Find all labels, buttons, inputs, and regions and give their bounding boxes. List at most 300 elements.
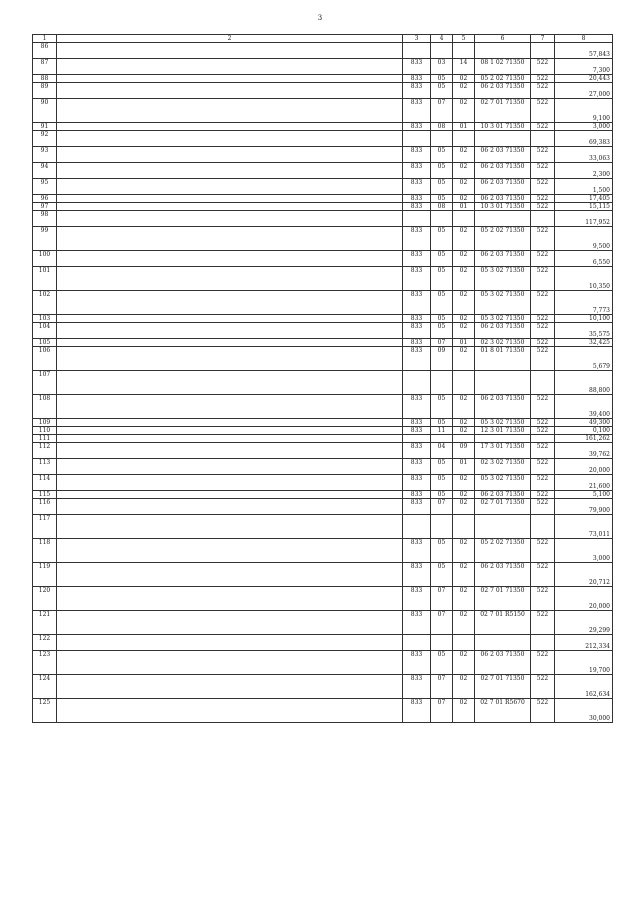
row-description xyxy=(57,179,403,195)
row-number: 96 xyxy=(33,195,57,203)
row-code-ministry xyxy=(403,131,431,147)
row-description xyxy=(57,563,403,587)
row-code-target: 06 2 03 71350 xyxy=(475,195,531,203)
row-code-section: 05 xyxy=(431,195,453,203)
row-code-type: 522 xyxy=(531,499,555,515)
row-code-target: 06 2 03 71350 xyxy=(475,147,531,163)
row-code-section: 07 xyxy=(431,587,453,611)
row-code-target: 02 7 01 71350 xyxy=(475,587,531,611)
row-code-subsection xyxy=(453,635,475,651)
row-description xyxy=(57,291,403,315)
row-amount: 57,843 xyxy=(555,43,613,59)
row-amount: 117,952 xyxy=(555,211,613,227)
row-description xyxy=(57,195,403,203)
row-number: 103 xyxy=(33,315,57,323)
row-amount: 20,000 xyxy=(555,587,613,611)
row-number: 106 xyxy=(33,347,57,371)
row-description xyxy=(57,339,403,347)
row-code-subsection xyxy=(453,371,475,395)
row-code-ministry: 833 xyxy=(403,147,431,163)
row-code-subsection xyxy=(453,435,475,443)
row-code-ministry: 833 xyxy=(403,267,431,291)
row-code-type: 522 xyxy=(531,443,555,459)
row-description xyxy=(57,651,403,675)
row-code-target: 06 2 03 71350 xyxy=(475,163,531,179)
row-code-subsection: 02 xyxy=(453,475,475,491)
row-code-target xyxy=(475,515,531,539)
row-amount: 79,900 xyxy=(555,499,613,515)
row-amount: 10,350 xyxy=(555,267,613,291)
row-amount: 29,299 xyxy=(555,611,613,635)
row-amount: 49,300 xyxy=(555,419,613,427)
row-code-section: 05 xyxy=(431,491,453,499)
row-amount: 1,500 xyxy=(555,179,613,195)
row-description xyxy=(57,315,403,323)
row-amount: 39,400 xyxy=(555,395,613,419)
row-amount: 19,700 xyxy=(555,651,613,675)
row-number: 107 xyxy=(33,371,57,395)
row-code-subsection: 14 xyxy=(453,59,475,75)
row-code-type: 522 xyxy=(531,587,555,611)
row-code-subsection xyxy=(453,211,475,227)
row-code-subsection: 02 xyxy=(453,675,475,699)
table-row xyxy=(33,43,613,59)
row-description xyxy=(57,443,403,459)
col-header: 6 xyxy=(475,35,531,43)
row-amount: 3,000 xyxy=(555,123,613,131)
table-row xyxy=(33,419,613,427)
row-code-ministry: 833 xyxy=(403,179,431,195)
row-amount: 3,000 xyxy=(555,539,613,563)
row-code-subsection: 02 xyxy=(453,267,475,291)
row-amount: 162,634 xyxy=(555,675,613,699)
row-code-target: 10 3 01 71350 xyxy=(475,123,531,131)
row-code-ministry: 833 xyxy=(403,339,431,347)
row-code-subsection: 02 xyxy=(453,491,475,499)
table-row xyxy=(33,195,613,203)
row-code-subsection xyxy=(453,131,475,147)
row-number: 89 xyxy=(33,83,57,99)
row-code-target: 02 3 02 71350 xyxy=(475,339,531,347)
row-code-section: 05 xyxy=(431,147,453,163)
row-code-ministry: 833 xyxy=(403,499,431,515)
row-code-subsection: 02 xyxy=(453,147,475,163)
row-code-section: 05 xyxy=(431,563,453,587)
row-code-section: 05 xyxy=(431,459,453,475)
row-number: 94 xyxy=(33,163,57,179)
row-code-subsection: 02 xyxy=(453,195,475,203)
row-code-ministry: 833 xyxy=(403,475,431,491)
row-amount: 30,000 xyxy=(555,699,613,723)
row-code-target: 10 3 01 71350 xyxy=(475,203,531,211)
row-description xyxy=(57,635,403,651)
row-description xyxy=(57,699,403,723)
row-code-type: 522 xyxy=(531,699,555,723)
row-number: 121 xyxy=(33,611,57,635)
row-code-section: 07 xyxy=(431,675,453,699)
row-amount: 9,500 xyxy=(555,227,613,251)
table-row xyxy=(33,211,613,227)
row-code-type xyxy=(531,435,555,443)
row-description xyxy=(57,131,403,147)
row-code-type: 522 xyxy=(531,459,555,475)
table-row xyxy=(33,539,613,563)
row-description xyxy=(57,123,403,131)
row-code-subsection: 02 xyxy=(453,587,475,611)
row-code-type: 522 xyxy=(531,179,555,195)
table-row xyxy=(33,315,613,323)
table-row xyxy=(33,675,613,699)
row-code-ministry xyxy=(403,211,431,227)
row-code-type: 522 xyxy=(531,419,555,427)
row-code-type xyxy=(531,211,555,227)
row-number: 125 xyxy=(33,699,57,723)
row-code-section: 05 xyxy=(431,227,453,251)
row-code-subsection: 02 xyxy=(453,699,475,723)
row-number: 93 xyxy=(33,147,57,163)
row-amount: 9,100 xyxy=(555,99,613,123)
row-amount: 69,383 xyxy=(555,131,613,147)
table-row xyxy=(33,291,613,315)
row-code-ministry: 833 xyxy=(403,427,431,435)
row-code-section: 05 xyxy=(431,315,453,323)
row-code-ministry: 833 xyxy=(403,539,431,563)
row-code-ministry: 833 xyxy=(403,59,431,75)
row-amount: 7,773 xyxy=(555,291,613,315)
row-code-type: 522 xyxy=(531,539,555,563)
row-code-ministry: 833 xyxy=(403,75,431,83)
table-row xyxy=(33,147,613,163)
row-description xyxy=(57,59,403,75)
row-code-section: 05 xyxy=(431,291,453,315)
row-number: 87 xyxy=(33,59,57,75)
row-amount: 212,334 xyxy=(555,635,613,651)
row-code-type: 522 xyxy=(531,75,555,83)
row-code-ministry: 833 xyxy=(403,227,431,251)
row-amount: 73,011 xyxy=(555,515,613,539)
row-code-target: 02 3 02 71350 xyxy=(475,459,531,475)
row-code-target: 05 3 02 71350 xyxy=(475,419,531,427)
row-code-subsection: 02 xyxy=(453,75,475,83)
row-code-type: 522 xyxy=(531,315,555,323)
row-number: 108 xyxy=(33,395,57,419)
row-number: 86 xyxy=(33,43,57,59)
row-code-ministry: 833 xyxy=(403,395,431,419)
table-row xyxy=(33,459,613,475)
row-code-subsection: 02 xyxy=(453,563,475,587)
row-code-target xyxy=(475,131,531,147)
row-code-target: 06 2 03 71350 xyxy=(475,251,531,267)
col-header: 5 xyxy=(453,35,475,43)
col-header: 2 xyxy=(57,35,403,43)
row-number: 100 xyxy=(33,251,57,267)
row-code-ministry: 833 xyxy=(403,203,431,211)
row-code-section: 05 xyxy=(431,267,453,291)
page-number: 3 xyxy=(317,14,323,22)
row-number: 105 xyxy=(33,339,57,347)
table-row xyxy=(33,179,613,195)
row-description xyxy=(57,147,403,163)
table-row xyxy=(33,611,613,635)
row-amount: 17,405 xyxy=(555,195,613,203)
row-code-section xyxy=(431,635,453,651)
row-code-target xyxy=(475,43,531,59)
row-code-target: 06 2 03 71350 xyxy=(475,651,531,675)
row-code-section: 05 xyxy=(431,323,453,339)
row-amount: 20,443 xyxy=(555,75,613,83)
row-number: 101 xyxy=(33,267,57,291)
row-code-target xyxy=(475,635,531,651)
row-amount: 20,712 xyxy=(555,563,613,587)
row-code-section: 05 xyxy=(431,179,453,195)
table-row xyxy=(33,427,613,435)
row-code-type: 522 xyxy=(531,163,555,179)
table-row xyxy=(33,371,613,395)
row-code-type: 522 xyxy=(531,339,555,347)
row-code-type: 522 xyxy=(531,291,555,315)
table-row xyxy=(33,563,613,587)
row-code-section: 07 xyxy=(431,99,453,123)
table-row xyxy=(33,635,613,651)
row-number: 97 xyxy=(33,203,57,211)
row-number: 115 xyxy=(33,491,57,499)
row-code-target: 02 7 01 71350 xyxy=(475,675,531,699)
row-code-target: 12 3 01 71350 xyxy=(475,427,531,435)
row-amount: 21,600 xyxy=(555,475,613,491)
row-description xyxy=(57,99,403,123)
row-code-type: 522 xyxy=(531,251,555,267)
row-code-subsection: 09 xyxy=(453,443,475,459)
row-code-ministry: 833 xyxy=(403,651,431,675)
row-code-target: 05 2 02 71350 xyxy=(475,539,531,563)
row-code-subsection: 02 xyxy=(453,163,475,179)
row-code-section xyxy=(431,371,453,395)
row-code-target: 02 7 01 71350 xyxy=(475,99,531,123)
row-description xyxy=(57,675,403,699)
row-code-subsection: 01 xyxy=(453,459,475,475)
row-code-ministry xyxy=(403,371,431,395)
row-code-target: 05 3 02 71350 xyxy=(475,291,531,315)
row-number: 119 xyxy=(33,563,57,587)
row-code-type: 522 xyxy=(531,147,555,163)
table-row xyxy=(33,323,613,339)
row-amount: 5,679 xyxy=(555,347,613,371)
row-code-ministry: 833 xyxy=(403,459,431,475)
row-code-section: 08 xyxy=(431,123,453,131)
row-description xyxy=(57,323,403,339)
row-code-ministry: 833 xyxy=(403,163,431,179)
row-number: 111 xyxy=(33,435,57,443)
row-description xyxy=(57,611,403,635)
row-number: 110 xyxy=(33,427,57,435)
table-row xyxy=(33,227,613,251)
row-code-type: 522 xyxy=(531,267,555,291)
row-code-subsection: 02 xyxy=(453,395,475,419)
row-amount: 32,425 xyxy=(555,339,613,347)
col-header: 3 xyxy=(403,35,431,43)
row-code-target: 06 2 03 71350 xyxy=(475,395,531,419)
row-code-subsection: 02 xyxy=(453,251,475,267)
row-code-ministry: 833 xyxy=(403,251,431,267)
row-number: 122 xyxy=(33,635,57,651)
row-code-subsection: 02 xyxy=(453,179,475,195)
row-description xyxy=(57,83,403,99)
row-description xyxy=(57,499,403,515)
row-code-ministry: 833 xyxy=(403,195,431,203)
row-code-target: 06 2 03 71350 xyxy=(475,323,531,339)
row-code-target: 02 7 01 71350 xyxy=(475,499,531,515)
row-code-target: 05 3 02 71350 xyxy=(475,475,531,491)
row-code-section: 07 xyxy=(431,699,453,723)
table-row xyxy=(33,443,613,459)
row-code-ministry: 833 xyxy=(403,419,431,427)
row-code-target: 06 2 03 71350 xyxy=(475,563,531,587)
row-code-section: 07 xyxy=(431,499,453,515)
col-header: 1 xyxy=(33,35,57,43)
table-row xyxy=(33,75,613,83)
row-code-ministry: 833 xyxy=(403,123,431,131)
row-code-subsection: 02 xyxy=(453,539,475,563)
row-number: 113 xyxy=(33,459,57,475)
row-number: 117 xyxy=(33,515,57,539)
row-description xyxy=(57,371,403,395)
row-amount: 39,762 xyxy=(555,443,613,459)
row-code-target: 02 7 01 R5670 xyxy=(475,699,531,723)
row-code-section: 05 xyxy=(431,395,453,419)
row-code-target: 02 7 01 R5150 xyxy=(475,611,531,635)
row-code-type: 522 xyxy=(531,203,555,211)
table-row xyxy=(33,491,613,499)
table-row xyxy=(33,499,613,515)
row-code-type xyxy=(531,131,555,147)
row-code-ministry: 833 xyxy=(403,443,431,459)
row-description xyxy=(57,251,403,267)
row-amount: 161,262 xyxy=(555,435,613,443)
row-code-ministry xyxy=(403,635,431,651)
table-row xyxy=(33,475,613,491)
row-number: 90 xyxy=(33,99,57,123)
row-code-subsection: 02 xyxy=(453,611,475,635)
row-code-target xyxy=(475,371,531,395)
row-number: 120 xyxy=(33,587,57,611)
row-code-subsection: 02 xyxy=(453,227,475,251)
col-header: 8 xyxy=(555,35,613,43)
col-header: 4 xyxy=(431,35,453,43)
row-code-target: 05 2 02 71350 xyxy=(475,75,531,83)
row-code-ministry: 833 xyxy=(403,611,431,635)
row-number: 116 xyxy=(33,499,57,515)
row-code-type: 522 xyxy=(531,475,555,491)
row-code-subsection: 02 xyxy=(453,99,475,123)
row-amount: 33,063 xyxy=(555,147,613,163)
table-row xyxy=(33,251,613,267)
table-row xyxy=(33,699,613,723)
row-code-type: 522 xyxy=(531,347,555,371)
row-description xyxy=(57,475,403,491)
row-code-type xyxy=(531,635,555,651)
row-code-section: 07 xyxy=(431,339,453,347)
table-row xyxy=(33,587,613,611)
row-code-subsection: 02 xyxy=(453,651,475,675)
row-description xyxy=(57,539,403,563)
row-code-section: 05 xyxy=(431,83,453,99)
row-code-ministry: 833 xyxy=(403,347,431,371)
table-row xyxy=(33,267,613,291)
row-code-target xyxy=(475,211,531,227)
row-number: 124 xyxy=(33,675,57,699)
header-row xyxy=(33,35,613,43)
row-number: 114 xyxy=(33,475,57,491)
table-row xyxy=(33,347,613,371)
row-amount: 10,100 xyxy=(555,315,613,323)
table-row xyxy=(33,123,613,131)
row-code-section: 05 xyxy=(431,539,453,563)
row-code-section xyxy=(431,435,453,443)
row-code-ministry: 833 xyxy=(403,675,431,699)
row-code-target: 08 1 02 71350 xyxy=(475,59,531,75)
table-row xyxy=(33,515,613,539)
row-description xyxy=(57,427,403,435)
row-amount: 88,800 xyxy=(555,371,613,395)
table-row xyxy=(33,395,613,419)
row-description xyxy=(57,267,403,291)
row-code-type: 522 xyxy=(531,427,555,435)
table-row xyxy=(33,131,613,147)
row-code-type: 522 xyxy=(531,195,555,203)
table-row xyxy=(33,339,613,347)
row-code-section: 05 xyxy=(431,251,453,267)
row-number: 112 xyxy=(33,443,57,459)
row-number: 99 xyxy=(33,227,57,251)
row-description xyxy=(57,435,403,443)
row-amount: 2,300 xyxy=(555,163,613,179)
row-code-type: 522 xyxy=(531,611,555,635)
row-description xyxy=(57,459,403,475)
row-code-ministry: 833 xyxy=(403,99,431,123)
row-description xyxy=(57,43,403,59)
row-code-subsection: 02 xyxy=(453,291,475,315)
row-code-section: 05 xyxy=(431,419,453,427)
row-number: 104 xyxy=(33,323,57,339)
row-code-type: 522 xyxy=(531,123,555,131)
row-code-subsection: 02 xyxy=(453,499,475,515)
row-amount: 6,550 xyxy=(555,251,613,267)
row-code-target: 06 2 03 71350 xyxy=(475,83,531,99)
table-row xyxy=(33,83,613,99)
row-code-ministry xyxy=(403,43,431,59)
row-code-ministry xyxy=(403,435,431,443)
row-code-ministry: 833 xyxy=(403,83,431,99)
row-number: 123 xyxy=(33,651,57,675)
row-code-subsection: 02 xyxy=(453,347,475,371)
table-row xyxy=(33,99,613,123)
row-code-section: 03 xyxy=(431,59,453,75)
row-code-ministry: 833 xyxy=(403,491,431,499)
row-number: 118 xyxy=(33,539,57,563)
row-code-ministry: 833 xyxy=(403,587,431,611)
row-code-ministry: 833 xyxy=(403,323,431,339)
row-description xyxy=(57,75,403,83)
row-code-type xyxy=(531,515,555,539)
row-code-section: 05 xyxy=(431,475,453,491)
row-code-type xyxy=(531,43,555,59)
row-code-ministry: 833 xyxy=(403,315,431,323)
row-code-target: 17 3 01 71350 xyxy=(475,443,531,459)
row-code-subsection: 02 xyxy=(453,83,475,99)
row-description xyxy=(57,163,403,179)
row-code-type: 522 xyxy=(531,395,555,419)
row-description xyxy=(57,419,403,427)
